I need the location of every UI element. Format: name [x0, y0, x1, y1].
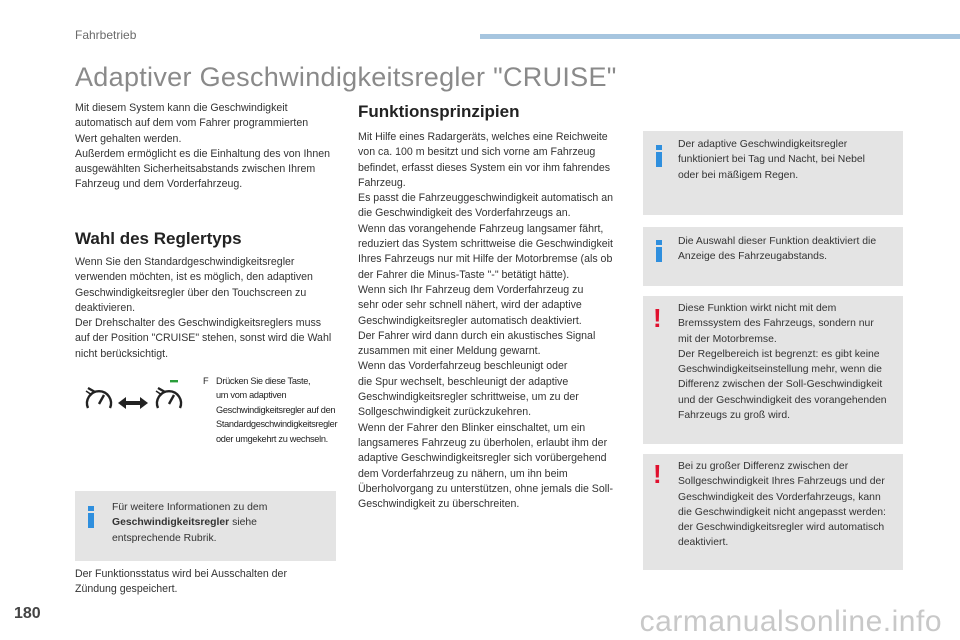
- text-line: Mit Hilfe eines Radargeräts, welches eine Reichweite: [358, 131, 608, 143]
- info-box-distance-display: [643, 227, 903, 286]
- text-line: Geschwindigkeit zu überschreiten.: [358, 498, 520, 511]
- info-box-line-rest: siehe: [229, 517, 257, 529]
- funktionsprinzipien-text: [358, 130, 628, 512]
- box-line: Bremssystem des Fahrzeugs, sondern nur: [678, 318, 874, 330]
- text-line: Fahrzeug.: [358, 176, 406, 189]
- box-line: Der adaptive Geschwindigkeitsregler: [678, 139, 848, 150]
- text-line: von ca. 100 m besitzt und sich vorne am Fahrzeug: [358, 146, 596, 159]
- paragraph-line: Der Drehschalter des Geschwindigkeitsreglers muss: [75, 317, 322, 330]
- box-line: oder bei mäßigem Regen.: [678, 169, 799, 181]
- text-line: sehr oder sehr schnell nähert, wird der adaptive: [358, 299, 582, 312]
- reglertyp-paragraph: [75, 255, 345, 362]
- info-icon: [653, 240, 667, 262]
- speedometer-icon: [156, 380, 181, 408]
- box-line: Geschwindigkeitseinstellung mehr, wenn die: [678, 364, 882, 376]
- box-line: die Geschwindigkeit nicht angepasst werden:: [678, 506, 886, 518]
- paragraph-line: Wenn Sie den Standardgeschwindigkeitsregler: [75, 256, 295, 268]
- text-line: langsameres Fahrzeug zu überholen, erlaubt ihm der: [358, 436, 608, 449]
- paragraph-line: deaktivieren.: [75, 301, 136, 314]
- box-line: Anzeige des Fahrzeugabstands.: [678, 251, 828, 263]
- box-line: funktioniert bei Tag und Nacht, bei Nebel: [678, 154, 865, 166]
- intro-paragraph: [75, 101, 345, 193]
- box-line: Diese Funktion wirkt nicht mit dem: [678, 303, 837, 314]
- box-line: Die Auswahl dieser Funktion deaktiviert die: [678, 236, 877, 247]
- intro-line: Mit diesem System kann die Geschwindigkeit: [75, 102, 288, 114]
- warning-box-engine-brake: [643, 296, 903, 444]
- box-line: Sollgeschwindigkeit Ihres Fahrzeugs und der: [678, 476, 885, 488]
- status-note: [75, 567, 345, 598]
- info-box-weather: [643, 131, 903, 215]
- warning-box-speed-difference: [643, 454, 903, 570]
- box-line: deaktiviert.: [678, 537, 729, 549]
- instruction-line: Geschwindigkeitsregler auf den: [216, 404, 336, 415]
- box-line: Der Regelbereich ist begrenzt: es gibt keine: [678, 348, 880, 360]
- warning-icon: !: [653, 303, 662, 333]
- instruction-line: Standardgeschwindigkeitsregler: [216, 419, 338, 430]
- cruise-switch-icon: [84, 378, 190, 418]
- heading-funktionsprinzipien: Funktionsprinzipien: [358, 102, 520, 121]
- warning-icon: !: [653, 459, 662, 489]
- status-note-line: Der Funktionsstatus wird bei Ausschalten der: [75, 568, 287, 580]
- intro-line: ausgewählten Sicherheitsabstands zwischen Ihrem: [75, 163, 316, 176]
- text-line: zusammen mit einer Meldung gewarnt.: [358, 345, 541, 358]
- info-box-line: Für weitere Informationen zu dem: [112, 502, 268, 513]
- box-line: Geschwindigkeit des Vorderfahrzeugs, kann: [678, 491, 881, 503]
- info-box-text: [678, 234, 898, 265]
- text-line: adaptive Geschwindigkeitsregler sich vorübergehend: [358, 452, 607, 465]
- intro-line: Außerdem ermöglicht es die Einhaltung des von Ihnen: [75, 147, 330, 160]
- header-accent-bar: [480, 34, 960, 39]
- box-line: mit der Motorbremse.: [678, 333, 777, 345]
- text-line: Ihres Fahrzeugs nur mit Hilfe der Motorbremse (als ob: [358, 253, 613, 266]
- instruction-line: um vom adaptiven: [216, 390, 287, 401]
- info-icon-dot: [656, 240, 662, 245]
- text-line: reduziert das System schrittweise die Geschwindigkeit: [358, 238, 613, 251]
- double-arrow-icon: [118, 397, 148, 409]
- info-box-text: [112, 500, 327, 546]
- paragraph-line: verwenden möchten, ist es möglich, den adaptiven: [75, 271, 313, 284]
- info-icon-bar: [88, 513, 94, 528]
- page-number: 180: [14, 605, 41, 622]
- paragraph-line: nicht berücksichtigt.: [75, 347, 169, 360]
- text-line: der Fahrer die Minus-Taste "-" betätigt hätte).: [358, 268, 570, 281]
- paragraph-line: auf der Position "CRUISE" stehen, sonst wird die Wahl: [75, 332, 332, 345]
- info-box-further-info: [75, 491, 336, 561]
- text-line: Geschwindigkeitsregler schrittweise, um zu der: [358, 391, 579, 404]
- info-box-bold-term: Geschwindigkeitsregler: [112, 517, 230, 529]
- text-line: Geschwindigkeitsregler automatisch deaktiviert.: [358, 314, 582, 327]
- instruction-line: oder umgekehrt zu wechseln.: [216, 433, 328, 444]
- page-title: Adaptiver Geschwindigkeitsregler "CRUISE": [75, 62, 617, 92]
- info-box-line: [112, 515, 327, 530]
- text-line: Überholvorgang zu unterstützen, ohne jemals die Soll-: [358, 482, 613, 495]
- text-line: Wenn das vorangehende Fahrzeug langsamer fährt,: [358, 222, 604, 235]
- info-box-line: entsprechende Rubrik.: [112, 532, 217, 544]
- instruction-text: [216, 374, 341, 446]
- box-line: Bei zu großer Differenz zwischen der: [678, 461, 849, 472]
- intro-line: Fahrzeug und dem Vorderfahrzeug.: [75, 178, 243, 191]
- text-line: befindet, erfasst dieses System ein vor ihm fahrendes: [358, 161, 611, 174]
- intro-line: automatisch auf dem vom Fahrer programmierten: [75, 117, 309, 130]
- box-line: Differenz zwischen der Soll-Geschwindigkeit: [678, 379, 883, 391]
- speedometer-icon: [86, 388, 111, 408]
- text-line: die Spur wechselt, beschleunigt der adaptive: [358, 375, 569, 388]
- warning-box-text: [678, 459, 900, 551]
- watermark: carmanualsonline.info: [639, 605, 942, 638]
- status-note-line: Zündung gespeichert.: [75, 583, 178, 596]
- box-line: und der Geschwindigkeit des vorangehenden: [678, 394, 887, 406]
- intro-line: Wert gehalten werden.: [75, 132, 182, 145]
- box-line: Fahrzeugs zu groß wird.: [678, 410, 791, 422]
- info-icon-bar: [656, 152, 662, 167]
- info-icon: [653, 145, 667, 167]
- paragraph-line: Geschwindigkeitsregler über den Touchscreen zu: [75, 286, 307, 299]
- text-line: Sollgeschwindigkeit zurückzukehren.: [358, 406, 532, 419]
- text-line: Der Fahrer wird dann durch ein akustisches Signal: [358, 329, 596, 342]
- warning-box-text: [678, 301, 900, 423]
- text-line: dem Vorderfahrzeug zu nähern, um ihn beim: [358, 467, 568, 480]
- info-icon: [85, 506, 99, 528]
- box-line: der Geschwindigkeitsregler wird automatisch: [678, 522, 885, 534]
- info-icon-bar: [656, 247, 662, 262]
- bullet-marker: F: [203, 376, 209, 386]
- info-icon-dot: [656, 145, 662, 150]
- text-line: die Geschwindigkeit des Vorderfahrzeugs an.: [358, 207, 571, 220]
- info-icon-dot: [88, 506, 94, 511]
- text-line: Wenn das Vorderfahrzeug beschleunigt oder: [358, 360, 568, 373]
- text-line: Wenn der Fahrer den Blinker einschaltet, um ein: [358, 421, 586, 434]
- section-label: Fahrbetrieb: [75, 28, 137, 42]
- text-line: Es passt die Fahrzeuggeschwindigkeit automatisch an: [358, 192, 613, 205]
- instruction-line: Drücken Sie diese Taste,: [216, 376, 311, 386]
- text-line: Wenn sich Ihr Fahrzeug dem Vorderfahrzeug zu: [358, 283, 584, 296]
- info-box-text: [678, 137, 898, 183]
- heading-wahl-des-reglertyps: Wahl des Reglertyps: [75, 229, 242, 248]
